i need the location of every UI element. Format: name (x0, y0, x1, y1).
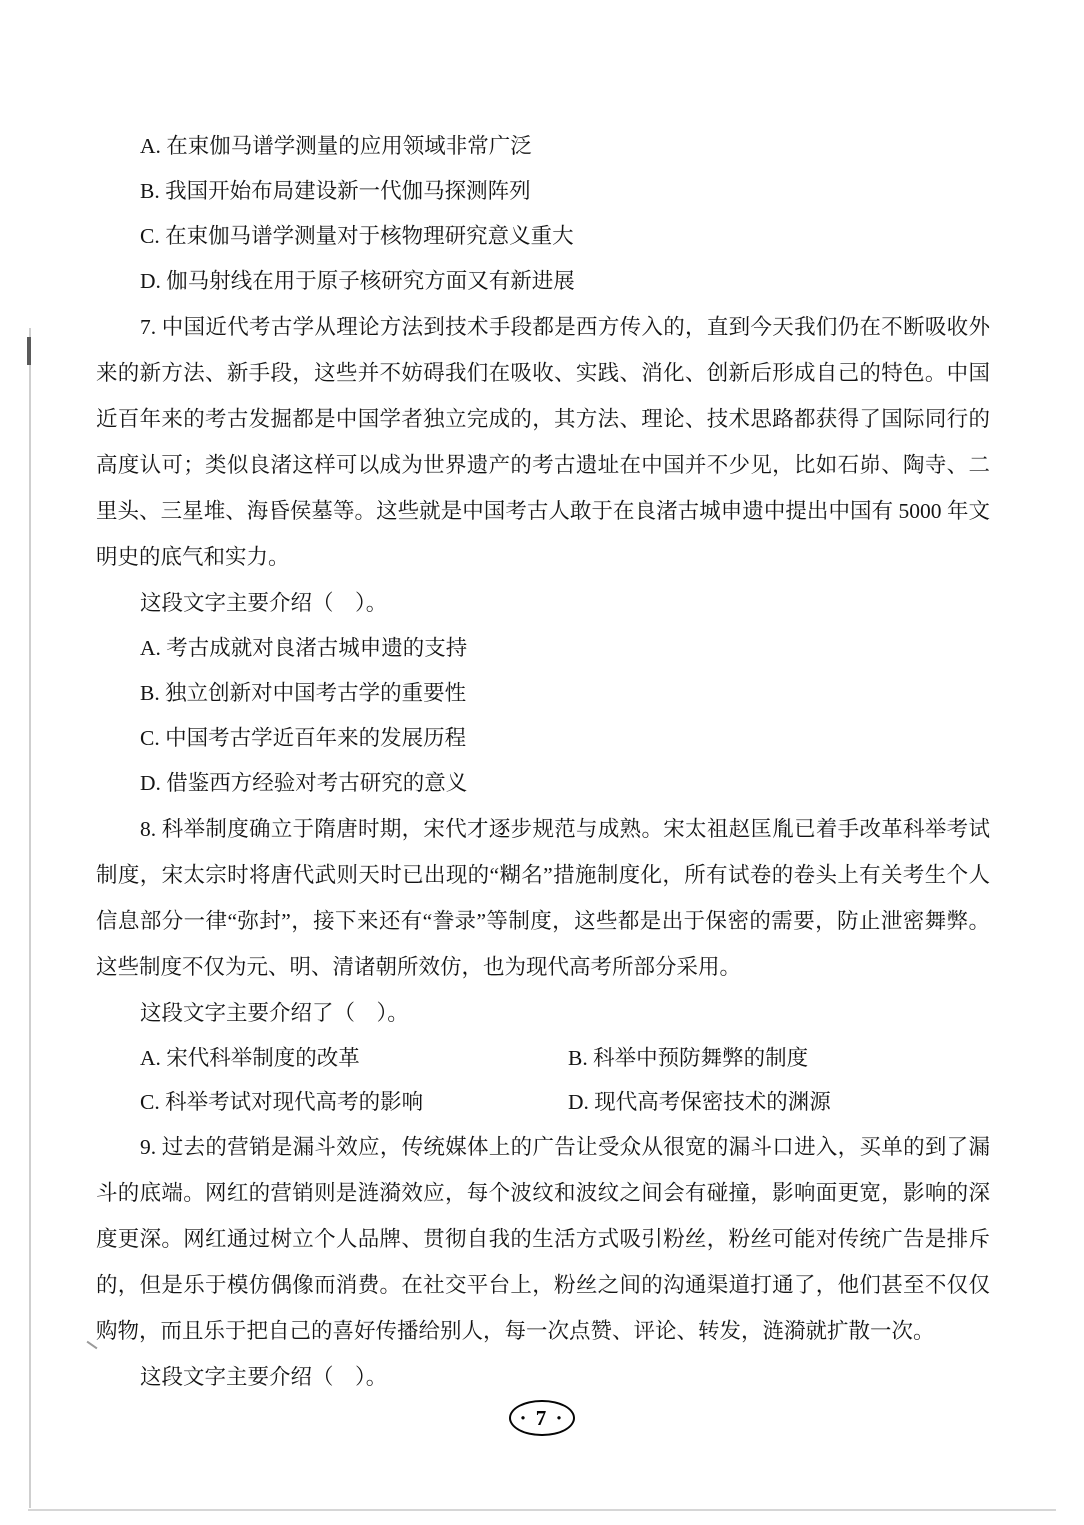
q9-body: 9. 过去的营销是漏斗效应，传统媒体上的广告让受众从很宽的漏斗口进入，买单的到了漏斗的底端。网红的营销则是涟漪效应，每个波纹和波纹之间会有碰撞，影响面更宽，影响的深度更深。网红通过树立个人品牌、贯彻自我的生活方式吸引粉丝，粉丝可能对传统广告是排斥的，但是乐于模仿偶像而消费。在社交平台上，粉丝之间的沟通渠道打通了，他们甚至不仅仅购物，而且乐于把自己的喜好传播给别人，每一次点赞、评论、转发，涟漪就扩散一次。 (96, 1135, 990, 1343)
q6-option-d: D. 伽马射线在用于原子核研究方面又有新进展 (140, 269, 575, 293)
page-number: · 7 · (509, 1400, 574, 1436)
q7-stem: 这段文字主要介绍（ ）。 (140, 591, 388, 615)
q6-option-b: B. 我国开始布局建设新一代伽马探测阵列 (140, 179, 531, 203)
q7-option-c: C. 中国考古学近百年来的发展历程 (140, 726, 467, 750)
q8-stem: 这段文字主要介绍了（ ）。 (140, 1001, 409, 1025)
scan-artifact-bottom-edge (28, 1509, 1056, 1511)
q8-option-row-2 (140, 1080, 990, 1124)
q9-stem: 这段文字主要介绍（ ）。 (140, 1365, 388, 1389)
q8-option-b: B. 科举中预防舞弊的制度 (568, 1046, 809, 1070)
q8-option-a: A. 宋代科举制度的改革 (140, 1046, 360, 1070)
q7-option-b: B. 独立创新对中国考古学的重要性 (140, 681, 467, 705)
q6-option-c: C. 在束伽马谱学测量对于核物理研究意义重大 (140, 224, 574, 248)
scan-artifact-left-edge (29, 328, 31, 1508)
q7-option-d: D. 借鉴西方经验对考古研究的意义 (140, 771, 468, 795)
q6-option-a: A. 在束伽马谱学测量的应用领域非常广泛 (140, 134, 532, 158)
q7-body: 7. 中国近代考古学从理论方法到技术手段都是西方传入的，直到今天我们仍在不断吸收外来的新方法、新手段，这些并不妨碍我们在吸收、实践、消化、创新后形成自己的特色。中国近百年来的考古发掘都是中国学者独立完成的，其方法、理论、技术思路都获得了国际同行的高度认可；类似良渚这样可以成为世界遗产的考古遗址在中国并不少见，比如石峁、陶寺、二里头、三星堆、海昏侯墓等。这些就是中国考古人敢于在良渚古城申遗中提出中国有 5000 年文明史的底气和实力。 (96, 315, 990, 569)
q7-option-a: A. 考古成就对良渚古城申遗的支持 (140, 636, 468, 660)
q8-option-c: C. 科举考试对现代高考的影响 (140, 1090, 424, 1114)
q8-option-row-1 (140, 1036, 990, 1080)
q8-body: 8. 科举制度确立于隋唐时期，宋代才逐步规范与成熟。宋太祖赵匡胤已着手改革科举考试制度，宋太宗时将唐代武则天时已出现的“糊名”措施制度化，所有试卷的卷头上有关考生个人信息部分一律“弥封”，接下来还有“誊录”等制度，这些都是出于保密的需要，防止泄密舞弊。这些制度不仅为元、明、清诸朝所效仿，也为现代高考所部分采用。 (96, 817, 990, 979)
q8-option-d: D. 现代高考保密技术的渊源 (568, 1090, 831, 1114)
scan-artifact-dash (27, 337, 31, 365)
page-content (96, 124, 990, 1400)
page-footer (0, 1400, 1084, 1436)
